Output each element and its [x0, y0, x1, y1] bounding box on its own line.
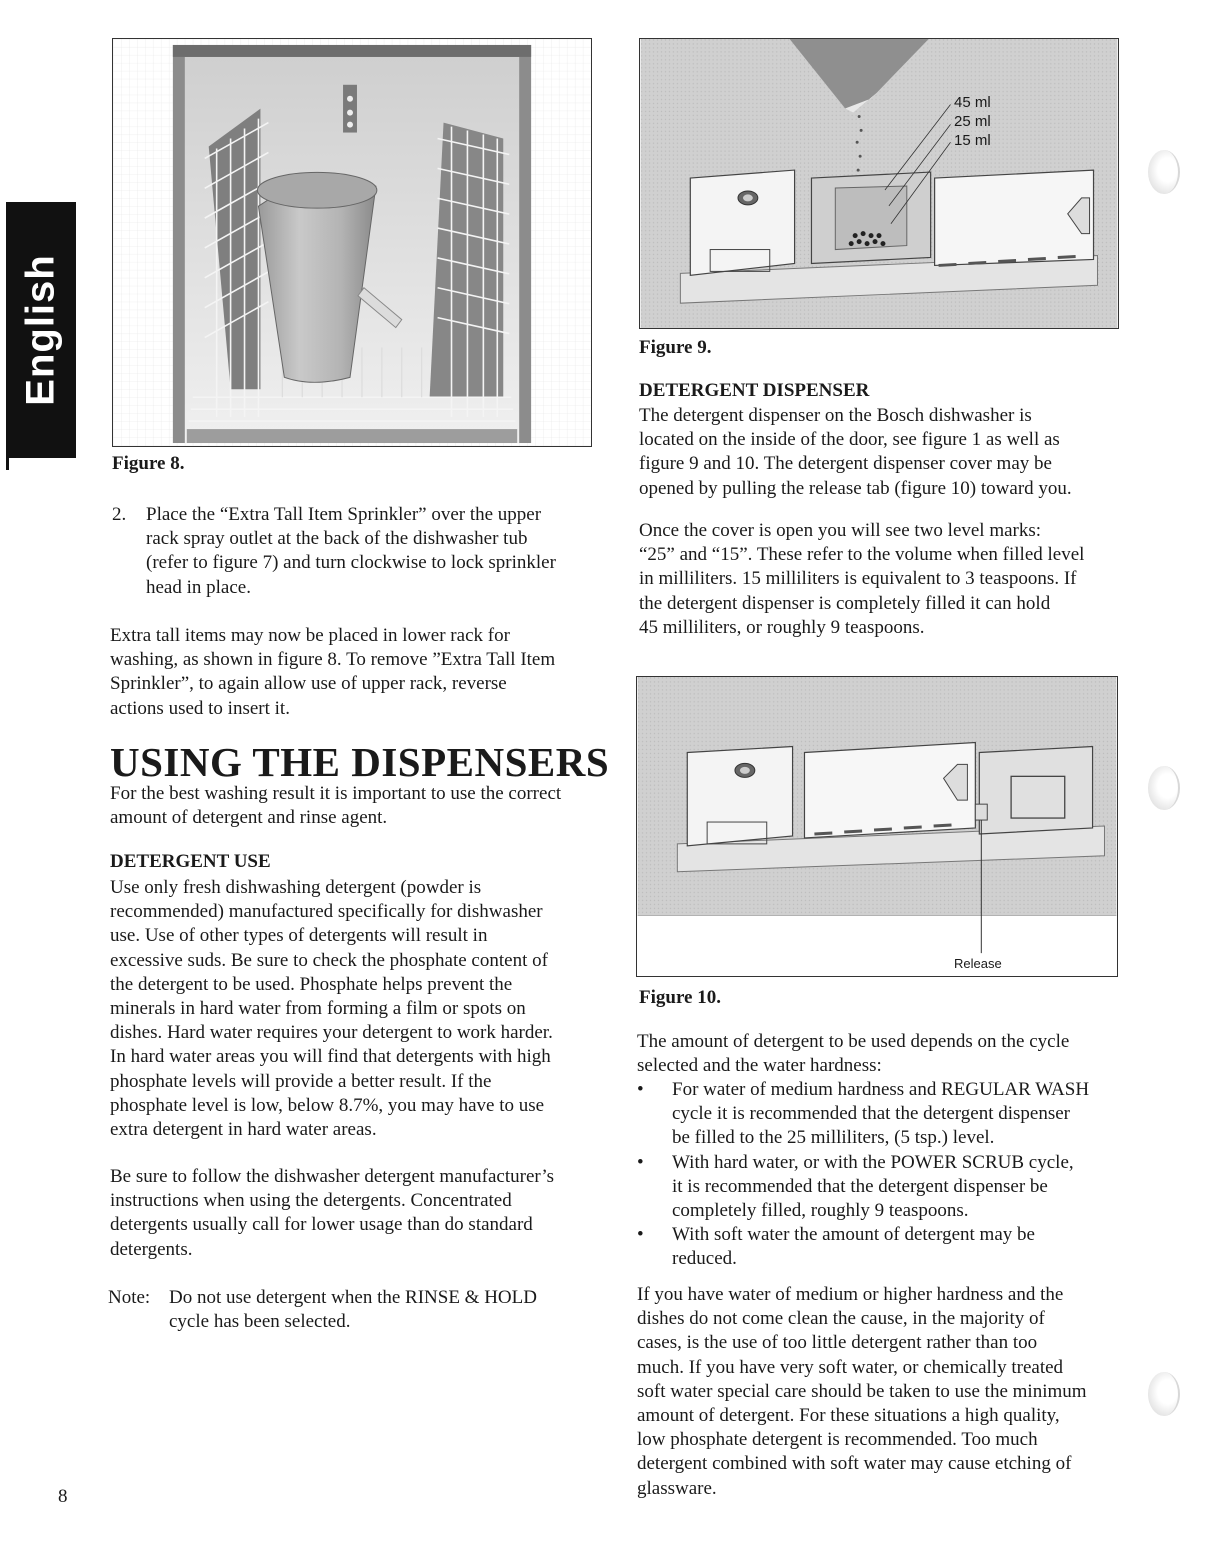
text-line: recommended) manufactured specifically for dishwasher	[110, 901, 543, 923]
figure-8-caption: Figure 8.	[112, 453, 185, 474]
list-item	[637, 1223, 1132, 1271]
language-tab	[6, 202, 76, 458]
text-line: excessive suds. Be sure to check the phosphate content of	[110, 949, 548, 971]
release-label: Release	[954, 956, 1002, 971]
text-line: in milliliters. 15 milliliters is equivalent to 3 teaspoons. If	[639, 568, 1077, 590]
text-line: Be sure to follow the dishwasher detergent manufacturer’s	[110, 1166, 555, 1187]
text-line: reduced.	[672, 1248, 737, 1270]
punch-hole	[1148, 150, 1180, 194]
text-line: For the best washing result it is important to use the correct	[110, 783, 562, 804]
text-line: 45 milliliters, or roughly 9 teaspoons.	[639, 616, 925, 638]
text-line: the detergent dispenser is completely filled it can hold	[639, 592, 1051, 614]
dishwasher-rack-illustration	[113, 39, 591, 446]
text-line: If you have water of medium or higher hardness and the	[637, 1284, 1064, 1305]
page-number: 8	[58, 1486, 68, 1507]
text-line: amount of detergent and rinse agent.	[110, 807, 388, 829]
detergent-use-heading: DETERGENT USE	[110, 851, 271, 872]
text-line: Sprinkler”, to again allow use of upper rack, reverse	[110, 673, 507, 695]
text-line: cases, is the use of too little detergent rather than too	[637, 1332, 1038, 1354]
text-line: Extra tall items may now be placed in lower rack for	[110, 625, 510, 646]
amount-paragraph	[637, 1030, 1127, 1078]
text-line: • With hard water, or with the POWER SCRUB cycle,	[672, 1151, 1074, 1173]
text-line: instructions when using the detergents. Concentrated	[110, 1190, 512, 1212]
text-line: (refer to figure 7) and turn clockwise to lock sprinkler	[146, 552, 556, 574]
figure-8-illustration	[112, 38, 592, 447]
tab-rule	[6, 458, 9, 470]
dispenser-open-illustration	[640, 39, 1118, 328]
punch-hole	[1148, 766, 1180, 810]
text-line: dishes do not come clean the cause, in the majority of	[637, 1308, 1045, 1330]
text-line: low phosphate detergent is recommended. Too much	[637, 1429, 1038, 1451]
level-marks-paragraph	[639, 519, 1129, 640]
text-line: washing, as shown in figure 8. To remove ”Extra Tall Item	[110, 649, 556, 671]
text-line: glassware.	[637, 1477, 717, 1499]
follow-instructions-paragraph	[110, 1165, 605, 1262]
text-line: be filled to the 25 milliliters, (5 tsp.) level.	[672, 1127, 995, 1149]
language-tab-label: English	[18, 254, 63, 406]
text-line: use. Use of other types of detergents will result in	[110, 925, 488, 947]
closing-paragraph	[637, 1283, 1127, 1501]
text-line: it is recommended that the detergent dispenser be	[672, 1175, 1048, 1197]
dispenser-paragraph	[639, 404, 1129, 501]
text-line: In hard water areas you will find that detergents with high	[110, 1046, 551, 1068]
figure-10-illustration	[636, 676, 1118, 977]
ml-label-25: 25 ml	[954, 113, 991, 130]
text-line: phosphate levels will provide a better result. If the	[110, 1070, 492, 1092]
text-line: The amount of detergent to be used depends on the cycle	[637, 1031, 1070, 1052]
text-line: selected and the water hardness:	[637, 1055, 882, 1077]
text-line: Place the “Extra Tall Item Sprinkler” over the upper	[146, 504, 542, 525]
text-line: The detergent dispenser on the Bosch dishwasher is	[639, 405, 1032, 426]
text-line: detergents usually call for lower usage than do standard	[110, 1214, 533, 1236]
text-line: detergents.	[110, 1238, 193, 1260]
text-line: located on the inside of the door, see figure 1 as well as	[639, 429, 1060, 451]
text-line: cycle it is recommended that the detergent dispenser	[672, 1103, 1070, 1125]
ml-label-15: 15 ml	[954, 132, 991, 149]
note-text	[169, 1286, 599, 1334]
text-line: minerals in hard water from forming a film or spots on	[110, 998, 526, 1020]
step-2-text	[146, 503, 596, 600]
text-line: detergent combined with soft water may cause etching of	[637, 1453, 1072, 1475]
text-line: Once the cover is open you will see two level marks:	[639, 520, 1042, 541]
text-line: soft water special care should be taken to use the minimum	[637, 1380, 1087, 1402]
text-line: • With soft water the amount of detergent may be	[672, 1224, 1035, 1246]
text-line: dishes. Hard water requires your detergent to work harder.	[110, 1022, 553, 1044]
list-item	[637, 1078, 1132, 1151]
punch-hole	[1148, 1372, 1180, 1416]
text-line: extra detergent in hard water areas.	[110, 1119, 377, 1141]
text-line: • For water of medium hardness and REGULAR WASH	[672, 1079, 1090, 1100]
text-line: amount of detergent. For these situations a high quality,	[637, 1405, 1060, 1427]
text-line: figure 9 and 10. The detergent dispenser cover may be	[639, 453, 1052, 475]
extra-tall-paragraph	[110, 624, 600, 721]
list-item	[637, 1151, 1132, 1224]
recommendation-list	[637, 1078, 1132, 1272]
intro-paragraph	[110, 782, 605, 830]
text-line: Use only fresh dishwashing detergent (powder is	[110, 877, 482, 898]
text-line: phosphate level is low, below 8.7%, you may have to use	[110, 1094, 545, 1116]
text-line: head in place.	[146, 576, 251, 598]
text-line: completely filled, roughly 9 teaspoons.	[672, 1200, 969, 1222]
detergent-use-paragraph	[110, 876, 605, 1142]
step-number: 2.	[112, 504, 127, 525]
figure-9-caption: Figure 9.	[639, 337, 712, 358]
text-line: the detergent to be used. Phosphate helps prevent the	[110, 973, 513, 995]
text-line: opened by pulling the release tab (figure 10) toward you.	[639, 477, 1072, 499]
detergent-dispenser-heading: DETERGENT DISPENSER	[639, 380, 870, 401]
text-line: rack spray outlet at the back of the dishwasher tub	[146, 528, 528, 550]
text-line: “25” and “15”. These refer to the volume when filled level	[639, 544, 1085, 566]
text-line: actions used to insert it.	[110, 697, 290, 719]
section-heading: USING THE DISPENSERS	[110, 739, 610, 785]
ml-label-45: 45 ml	[954, 94, 991, 111]
text-line: cycle has been selected.	[169, 1311, 351, 1333]
text-line: much. If you have very soft water, or chemically treated	[637, 1356, 1064, 1378]
dispenser-closed-illustration	[637, 677, 1117, 976]
figure-9-illustration	[639, 38, 1119, 329]
text-line: Do not use detergent when the RINSE & HOLD	[169, 1287, 537, 1308]
note-label: Note:	[108, 1287, 151, 1308]
figure-10-caption: Figure 10.	[639, 987, 721, 1008]
